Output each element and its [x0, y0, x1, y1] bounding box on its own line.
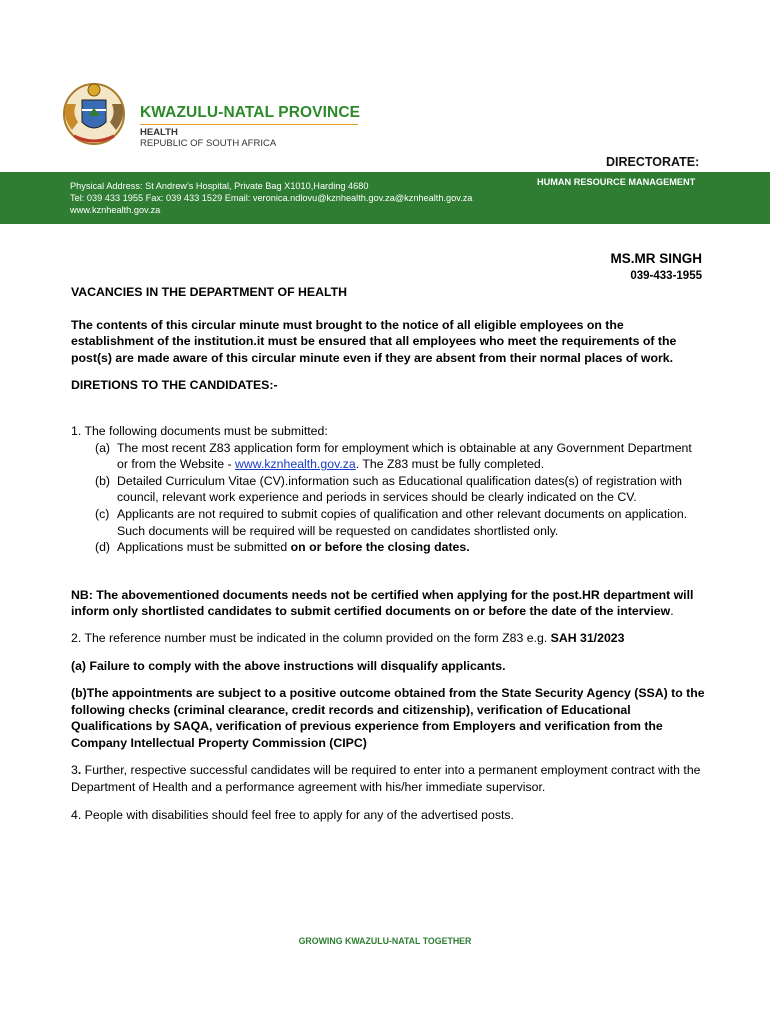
brand-country: REPUBLIC OF SOUTH AFRICA	[140, 138, 277, 149]
contact-person: MS.MR SINGH	[610, 251, 702, 266]
list-marker: (c)	[95, 506, 110, 521]
brand-divider	[140, 124, 358, 125]
item-a-text: The most recent Z83 application form for employment which is obtainable at any Government Department or from the Website -	[117, 440, 692, 472]
item-a-tail: . The Z83 must be fully completed.	[355, 457, 545, 472]
website-link[interactable]: www.kznhealth.gov.za	[70, 205, 161, 215]
intro-paragraph: The contents of this circular minute must brought to the notice of all eligible employees on the establishment of the institution.it must be ensured that all employees who meet the requirements of the post(s) are made aware of this circular minute even if they are absent from their normal places of work.	[71, 317, 677, 365]
item-b-text: Detailed Curriculum Vitae (CV).information such as Educational qualification dates(s) of registration with council, relevant work experience and periods in services should be clearly indicated on the CV.	[117, 473, 683, 505]
list-marker: (b)	[95, 473, 111, 488]
circular-body	[71, 284, 706, 823]
footer-slogan: GROWING KWAZULU-NATAL TOGETHER	[298, 936, 472, 946]
directorate-label: DIRECTORATE:	[606, 155, 700, 169]
list-item	[71, 506, 706, 539]
appointments-paragraph: (b)The appointments are subject to a positive outcome obtained from the State Security Agency (SSA) to the following checks (criminal clearance, credit records and citizenship), verification of Educational Qualifications by SAQA, verification of previous experience from Employers and verification from the Company Intellectual Property Commission (CIPC)	[71, 686, 705, 750]
document-requirements-list	[71, 440, 706, 556]
item-4-paragraph: 4. People with disabilities should feel free to apply for any of the advertised posts.	[71, 807, 514, 822]
reference-number: SAH 31/2023	[550, 630, 625, 645]
item-1-intro: 1. The following documents must be submitted:	[71, 423, 328, 438]
list-marker: (a)	[95, 440, 111, 455]
nb-tail: .	[670, 604, 674, 619]
item-2-text: 2. The reference number must be indicated in the column provided on the form Z83 e.g.	[71, 630, 551, 645]
contact-details	[70, 180, 472, 216]
item-c-text: Applicants are not required to submit copies of qualification and other relevant documents on application. Such documents will be required will be requested on candidates shortlisted only.	[117, 506, 688, 538]
list-marker: (d)	[95, 540, 111, 555]
item-d-text: Applications must be submitted	[117, 540, 291, 555]
item-3-text: Further, respective successful candidates will be required to enter into a permanent employment contract with the Department of Health and a performance agreement with his/her immediate supervisor.	[71, 763, 701, 795]
item-2-paragraph	[71, 630, 706, 647]
item-d-emphasis: on or before the closing dates.	[290, 540, 470, 555]
list-item	[71, 473, 706, 506]
failure-paragraph: (a) Failure to comply with the above instructions will disqualify applicants.	[71, 658, 506, 673]
document-title: VACANCIES IN THE DEPARTMENT OF HEALTH	[71, 285, 347, 299]
website-link[interactable]: www.kznhealth.gov.za	[235, 457, 356, 472]
nb-paragraph	[71, 587, 706, 620]
brand-department: HEALTH	[140, 127, 178, 138]
coat-of-arms-logo	[52, 70, 136, 154]
list-item	[71, 539, 706, 556]
item-3-dot: .	[77, 763, 82, 778]
nb-text: NB: The abovementioned documents needs not be certified when applying for the post.HR department will inform only shortlisted candidates to submit certified documents on or before the date of the interview	[71, 587, 694, 619]
item-3-paragraph	[71, 762, 706, 795]
list-item	[71, 440, 706, 473]
contact-phone: 039-433-1955	[630, 270, 702, 282]
address-line: Physical Address: St Andrew's Hospital, Private Bag X1010,Harding 4680	[70, 181, 369, 191]
item-3-number: 3	[71, 763, 78, 778]
brand-title: KWAZULU-NATAL PROVINCE	[140, 104, 361, 121]
directorate-name: HUMAN RESOURCE MANAGEMENT	[537, 177, 696, 187]
directions-heading: DIRETIONS TO THE CANDIDATES:-	[71, 378, 278, 393]
brand-block	[140, 104, 360, 149]
contact-line: Tel: 039 433 1955 Fax: 039 433 1529 Email: veronica.ndlovu@kznhealth.gov.za@kznhealth.gov.za	[70, 193, 473, 203]
